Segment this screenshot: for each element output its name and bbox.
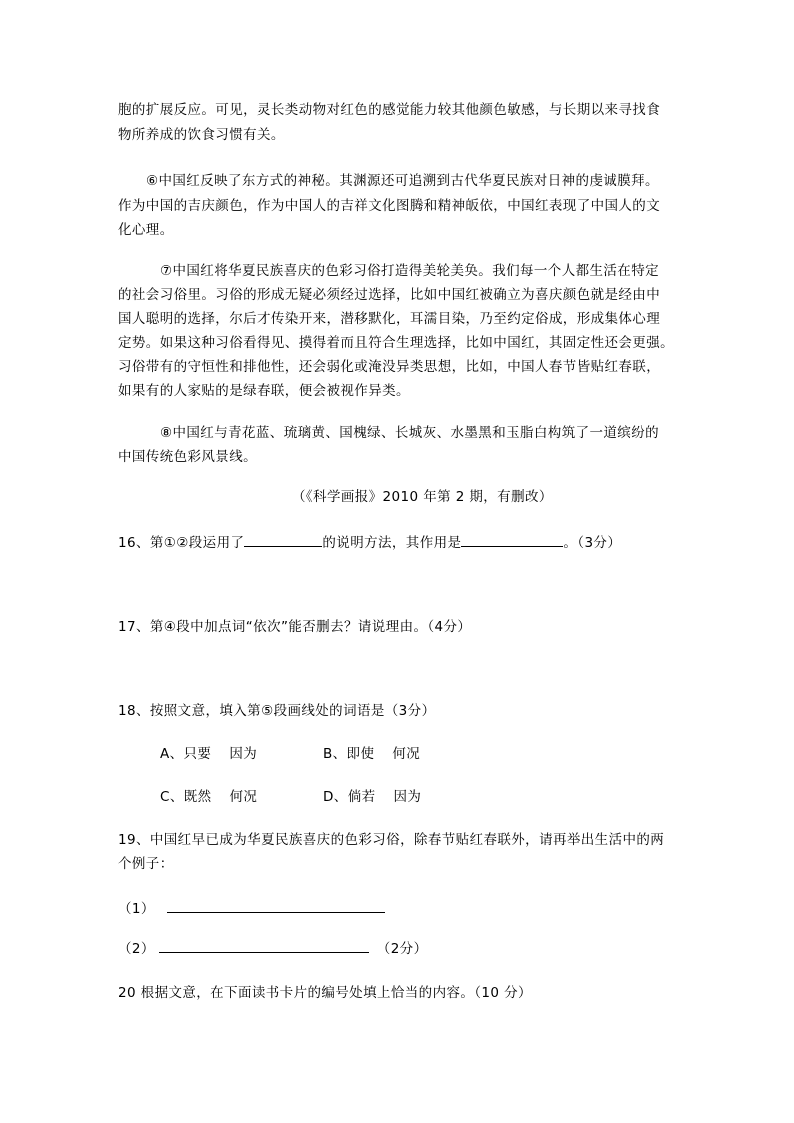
source-citation: （《科学画报》2010 年第 2 期，有删改） (292, 489, 553, 505)
paragraph-6-line: 作为中国的吉庆颜色，作为中国人的吉祥文化图腾和精神皈依，中国红表现了中国人的文 (118, 198, 661, 214)
paragraph-5-line: 胞的扩展反应。可见，灵长类动物对红色的感觉能力较其他颜色敏感，与长期以来寻找食 (118, 102, 661, 118)
answer-blank[interactable] (159, 938, 369, 953)
q16-middle: 的说明方法，其作用是 (322, 535, 462, 551)
paragraph-7-line: ⑦中国红将华夏民族喜庆的色彩习俗打造得美轮美奂。我们每一个人都生活在特定 (160, 263, 660, 279)
question-16 (118, 532, 621, 552)
paragraph-6-line: 化心理。 (118, 222, 174, 238)
option-d: D、倘若 因为 (323, 789, 422, 805)
paragraph-7-line: 的社会习俗里。习俗的形成无疑必须经过选择，比如中国红被确立为喜庆颜色就是经由中 (118, 287, 661, 303)
paragraph-7-line: 习俗带有的守恒性和排他性，还会弱化或淹没异类思想，比如，中国人春节皆贴红春联， (118, 359, 661, 375)
paragraph-8-line: ⑧中国红与青花蓝、琉璃黄、国槐绿、长城灰、水墨黑和玉脂白构筑了一道缤纷的 (160, 425, 660, 441)
answer-blank[interactable] (461, 532, 563, 547)
question-19-line: 19、中国红早已成为华夏民族喜庆的色彩习俗，除春节贴红春联外，请再举出生活中的两 (118, 832, 665, 848)
paragraph-7-line: 定势。如果这种习俗看得见、摸得着而且符合生理选择，比如中国红，其固定性还会更强。 (118, 335, 674, 351)
paragraph-5-line: 物所养成的饮食习惯有关。 (118, 127, 285, 143)
paragraph-8-line: 中国传统色彩风景线。 (118, 449, 257, 465)
q19-item-1: （1） (118, 898, 385, 918)
question-19-line: 个例子： (118, 856, 174, 872)
paragraph-7-line: 国人聪明的选择，尔后才传染开来，潜移默化，耳濡目染，乃至约定俗成，形成集体心理 (118, 311, 661, 327)
option-c: C、既然 何况 (160, 789, 258, 805)
paragraph-6-line: ⑥中国红反映了东方式的神秘。其渊源还可追溯到古代华夏民族对日神的虔诚膜拜。 (146, 173, 659, 189)
question-17: 17、第④段中加点词“依次”能否删去？请说理由。（4分） (118, 619, 472, 635)
question-20: 20 根据文意，在下面读书卡片的编号处填上恰当的内容。（10 分） (118, 985, 532, 1001)
q19-item-2: （2） （2分） (118, 938, 428, 958)
option-a: A、只要 因为 (160, 746, 258, 762)
answer-blank[interactable] (167, 898, 385, 913)
answer-blank[interactable] (244, 532, 322, 547)
q16-prefix: 16、第①②段运用了 (118, 535, 245, 551)
option-b: B、即使 何况 (323, 746, 421, 762)
q16-suffix: 。（3分） (563, 535, 622, 551)
paragraph-7-line: 如果有的人家贴的是绿春联，便会被视作异类。 (118, 383, 410, 399)
question-18: 18、按照文意，填入第⑤段画线处的词语是（3分） (118, 703, 436, 719)
